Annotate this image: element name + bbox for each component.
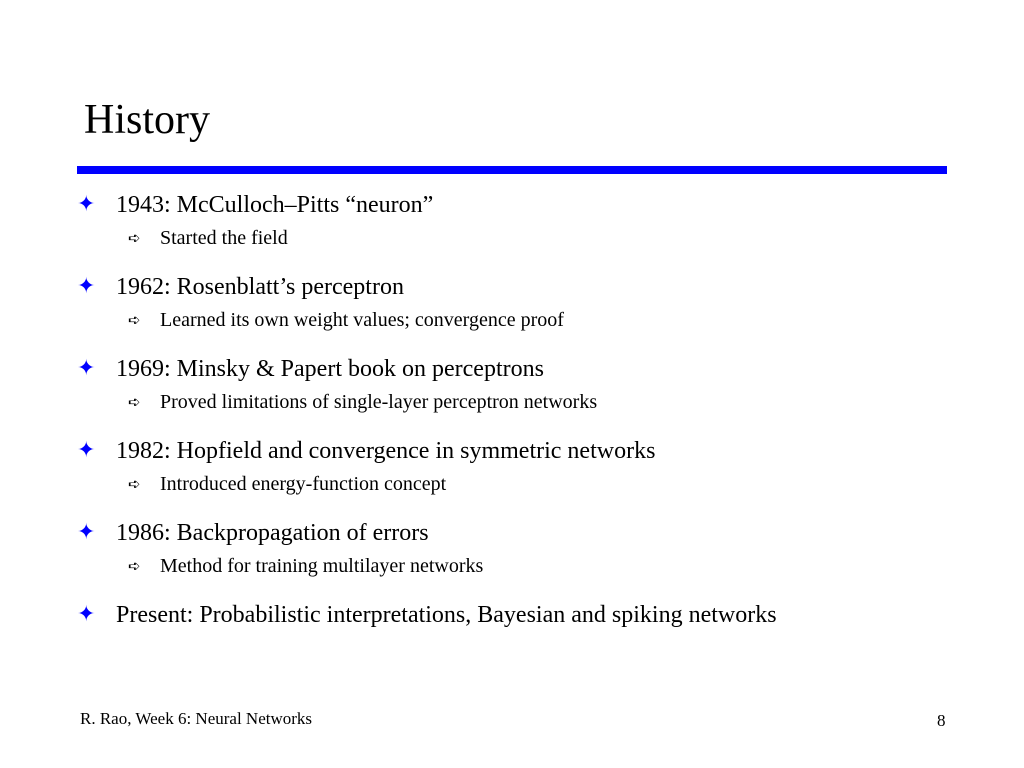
bullet-text: 1982: Hopfield and convergence in symmetric networks	[116, 438, 656, 464]
page-number: 8	[937, 711, 946, 730]
bullet-text: 1969: Minsky & Papert book on perceptrons	[116, 356, 544, 382]
bullet-text: 1986: Backpropagation of errors	[116, 520, 429, 546]
bullet-star-icon: ✦	[77, 192, 96, 217]
bullet-text: Present: Probabilistic interpretations, Bayesian and spiking networks	[116, 602, 777, 628]
sub-bullet-arrow-icon: ➪	[128, 393, 141, 411]
bullet-text: 1962: Rosenblatt’s perceptron	[116, 274, 404, 300]
bullet-star-icon: ✦	[77, 438, 96, 463]
sub-bullet-text: Introduced energy-function concept	[160, 473, 447, 495]
sub-bullet-arrow-icon: ➪	[128, 557, 141, 575]
sub-bullet-text: Method for training multilayer networks	[160, 555, 484, 577]
sub-bullet-arrow-icon: ➪	[128, 311, 141, 329]
bullet-star-icon: ✦	[77, 274, 96, 299]
slide-title: History	[84, 97, 210, 143]
bullet-star-icon: ✦	[77, 602, 96, 627]
bullet-star-icon: ✦	[77, 356, 96, 381]
bullet-star-icon: ✦	[77, 520, 96, 545]
sub-bullet-arrow-icon: ➪	[128, 229, 141, 247]
sub-bullet-text: Proved limitations of single-layer perceptron networks	[160, 391, 598, 413]
sub-bullet-arrow-icon: ➪	[128, 475, 141, 493]
bullet-text: 1943: McCulloch–Pitts “neuron”	[116, 192, 434, 218]
sub-bullet-text: Started the field	[160, 227, 288, 249]
footer-course-label: R. Rao, Week 6: Neural Networks	[80, 709, 313, 728]
sub-bullet-text: Learned its own weight values; convergence proof	[160, 309, 564, 331]
